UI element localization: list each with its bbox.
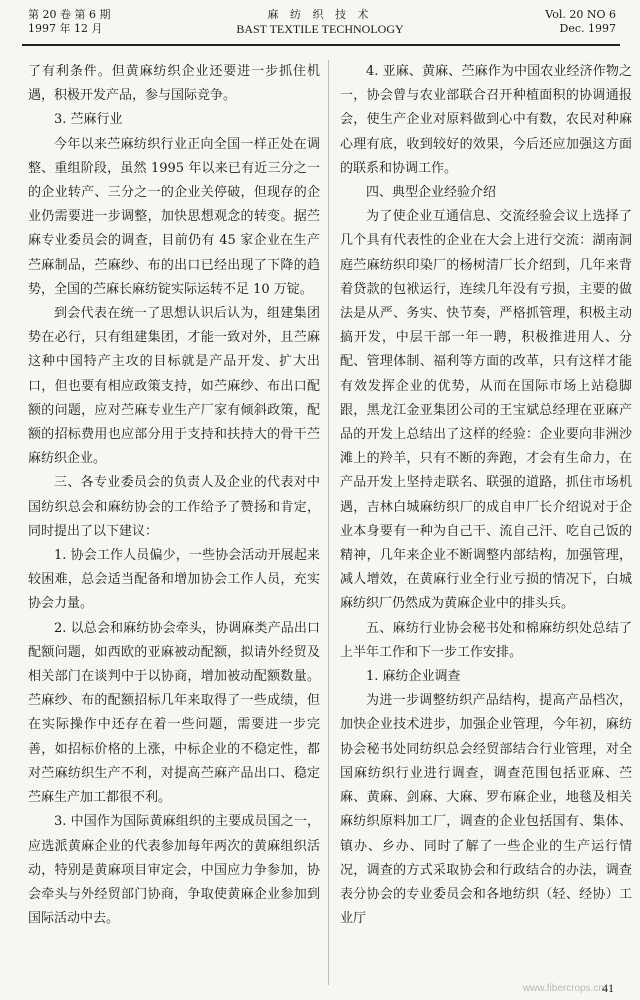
- paragraph: 今年以来苎麻纺织行业正向全国一样正处在调整、重组阶段，虽然 1995 年以来已有近三分之一的企业转产、三分之一的企业关停破，但现存的企业仍需要进一步调整，加快思想观念的转变。据苎麻专业委员会的调查，目前仍有 45 家企业在生产苎麻制品，苎麻纱、布的出口已经出现了下降的趋势，全国的苎麻长麻纺锭实际运转不足 10 万锭。: [28, 136, 320, 297]
- paragraph: 3. 苎麻行业: [54, 112, 123, 128]
- issue-info-en: [545, 8, 616, 36]
- volume-en: Vol. 20 NO 6: [545, 8, 616, 21]
- paragraph: 4. 亚麻、黄麻、苎麻作为中国农业经济作物之一，协会曾与农业部联合召开种植面积的协调通报会，使生产企业对原料做到心中有数，农民对种麻心理有底，收到较好的效果，今后还应加强这方面的联系和协调工作。: [340, 64, 632, 176]
- right-column: [340, 60, 632, 931]
- paragraph: 3. 中国作为国际黄麻组织的主要成员国之一，应选派黄麻企业的代表参加每年两次的黄麻组织活动，特别是黄麻项目审定会，中国应力争参加，协会牵头与外经贸部门协商，争取使黄麻企业参加到国际活动中去。: [28, 814, 320, 927]
- date-cn: 1997 年 12 月: [28, 22, 103, 35]
- watermark: www.fibercrops.cn: [522, 983, 604, 994]
- header-rule: [22, 44, 620, 46]
- volume-cn: 第 20 卷 第 6 期: [28, 8, 111, 21]
- paragraph: 到会代表在统一了思想认识后认为，组建集团势在必行，只有组建集团，才能一致对外，且苎麻这种中国特产主攻的目标就是产品开发、扩大出口，但也要有相应政策支持，如苎麻纱、布出口配额的问题，应对苎麻专业生产厂家有倾斜政策，配额的招标费用也应部分用于支持和扶持大的骨干苎麻纺织企业。: [28, 306, 320, 467]
- paragraph: 三、各专业委员会的负责人及企业的代表对中国纺织总会和麻纺协会的工作给予了赞扬和肯定，同时提出了以下建议：: [28, 475, 320, 539]
- paragraph: 为进一步调整纺织产品结构，提高产品档次，加快企业技术进步，加强企业管理，今年初，麻纺协会秘书处同纺织总会经贸部结合行业管理，对全国麻纺织行业进行调查，调查范围包括亚麻、苎麻、黄麻、剑麻、大麻、罗布麻企业，地毯及相关麻纺织原料加工厂，调查的企业包括国有、集体、镇办、乡办、同时了解了一些企业的生产运行情况，调查的方式采取协会和行政结合的办法，调查表分协会的专业委员会和各地纺织（轻、经协）工业厅: [340, 693, 632, 927]
- column-divider: [328, 60, 329, 985]
- paragraph: 五、麻纺行业协会秘书处和棉麻纺织处总结了上半年工作和下一步工作安排。: [340, 620, 632, 660]
- journal-title-cn: 麻 纺 织 技 术: [267, 8, 373, 21]
- paragraph: 四、典型企业经验介绍: [366, 185, 497, 201]
- paragraph: 2. 以总会和麻纺协会牵头，协调麻类产品出口配额问题，如西欧的亚麻被动配额，拟请外经贸及相关部门在谈判中于以协商，增加被动配额数量。苎麻纱、布的配额招标几年来取得了一些成绩，但在实际操作中还存在着一些问题，需要进一步完善，如招标价格的上涨，中标企业的不稳定性，都对苎麻纺织生产不利，对提高苎麻产品出口、稳定苎麻生产加工都很不利。: [28, 620, 320, 806]
- date-en: Dec. 1997: [559, 22, 616, 35]
- journal-title: [0, 8, 640, 36]
- paragraph: 了有利条件。但黄麻纺织企业还要进一步抓住机遇，积极开发产品，参与国际竞争。: [28, 64, 320, 104]
- page-header: [0, 0, 640, 48]
- journal-title-en: BAST TEXTILE TECHNOLOGY: [236, 22, 404, 36]
- page-number: 41: [602, 981, 614, 995]
- paragraph: 为了使企业互通信息、交流经验会议上选择了几个具有代表性的企业在大会上进行交流：湖南洞庭苎麻纺织印染厂的杨树清厂长介绍到，几年来背着贷款的包袱运行，连续几年没有亏损，主要的做法是从严、务实、快节奏，严格抓管理，积极主动搞开发，中层干部一年一聘，积极推进用人、分配、管理体制、福利等方面的改革，只有这样才能有效发挥企业的优势，从而在国际市场上站稳脚跟，黑龙江金亚集团公司的王宝斌总经理在亚麻产品的开发上总结出了这样的经验：企业要向非洲沙滩上的羚羊，只有不断的奔跑，才会有生命力，在产品开发上坚持走联名、联强的道路，抓住市场机遇，吉林白城麻纺织厂的成自申厂长介绍说对于企业本身要有一种为自己干、流自己汗、吃自己饭的精神，几年来企业不断调整内部结构，加强管理，减人增效，在黄麻行业全行业亏损的情况下，白城麻纺织厂仍然成为黄麻企业中的排头兵。: [340, 209, 632, 612]
- paragraph: 1. 麻纺企业调查: [366, 669, 461, 685]
- left-column: [28, 60, 320, 931]
- paragraph: 1. 协会工作人员偏少，一些协会活动开展起来较困难，总会适当配备和增加协会工作人员，充实协会力量。: [28, 548, 320, 612]
